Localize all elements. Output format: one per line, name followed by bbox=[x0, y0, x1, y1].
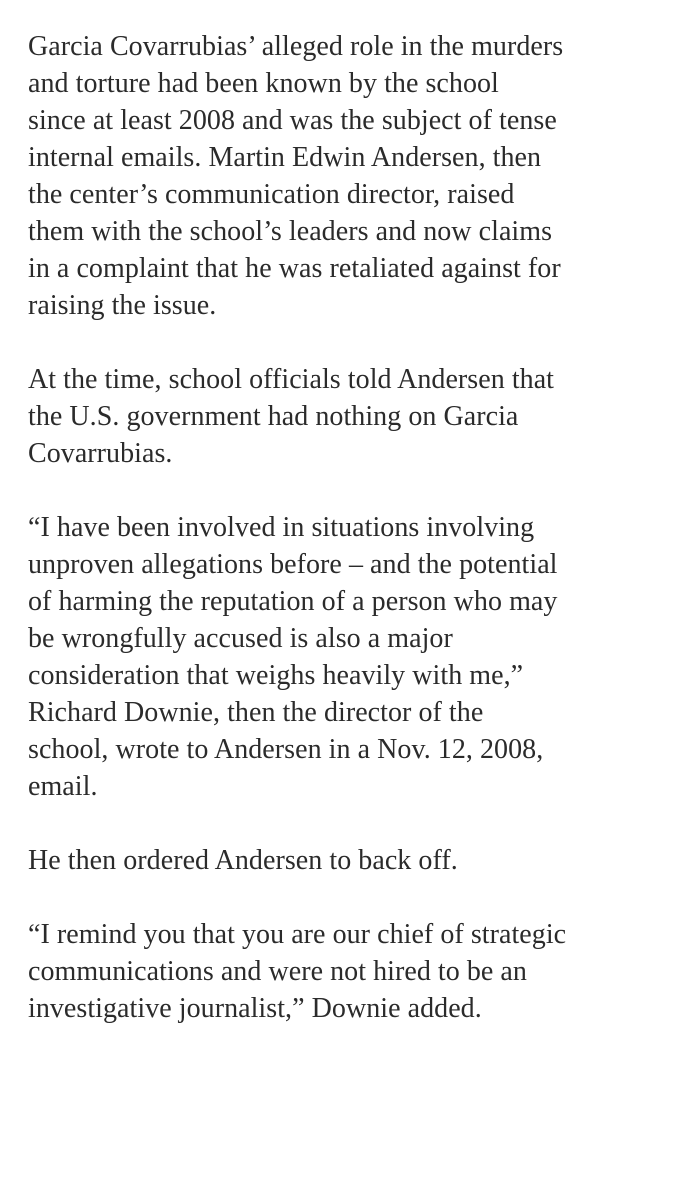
text-line: communications and were not hired to be an bbox=[28, 956, 527, 987]
text-line: in a complaint that he was retaliated against for bbox=[28, 253, 561, 284]
text-line: “I remind you that you are our chief of strategic bbox=[28, 919, 567, 950]
text-line: email. bbox=[28, 771, 98, 802]
paragraph bbox=[28, 361, 678, 472]
text-line: of harming the reputation of a person who may bbox=[28, 586, 558, 617]
text-line: He then ordered Andersen to back off. bbox=[28, 845, 458, 876]
text-line: the center’s communication director, raised bbox=[28, 179, 515, 210]
text-line: and torture had been known by the school bbox=[28, 68, 499, 99]
paragraph bbox=[28, 842, 678, 879]
text-line: be wrongfully accused is also a major bbox=[28, 623, 453, 654]
text-line: At the time, school officials told Andersen that bbox=[28, 364, 555, 395]
text-line: “I have been involved in situations involving bbox=[28, 512, 535, 543]
text-line: Garcia Covarrubias’ alleged role in the murders bbox=[28, 31, 564, 62]
text-line: Covarrubias. bbox=[28, 438, 173, 469]
text-line: the U.S. government had nothing on Garcia bbox=[28, 401, 519, 432]
text-line: them with the school’s leaders and now claims bbox=[28, 216, 553, 247]
text-line: school, wrote to Andersen in a Nov. 12, 2008, bbox=[28, 734, 544, 765]
paragraph bbox=[28, 916, 678, 1027]
paragraph bbox=[28, 509, 678, 805]
text-line: raising the issue. bbox=[28, 290, 217, 321]
paragraph bbox=[28, 28, 678, 324]
text-line: internal emails. Martin Edwin Andersen, then bbox=[28, 142, 542, 173]
text-line: Richard Downie, then the director of the bbox=[28, 697, 484, 728]
text-line: investigative journalist,” Downie added. bbox=[28, 993, 482, 1024]
text-line: since at least 2008 and was the subject of tense bbox=[28, 105, 557, 136]
text-line: consideration that weighs heavily with me,” bbox=[28, 660, 524, 691]
text-line: unproven allegations before – and the potential bbox=[28, 549, 558, 580]
article-body bbox=[28, 28, 678, 1064]
